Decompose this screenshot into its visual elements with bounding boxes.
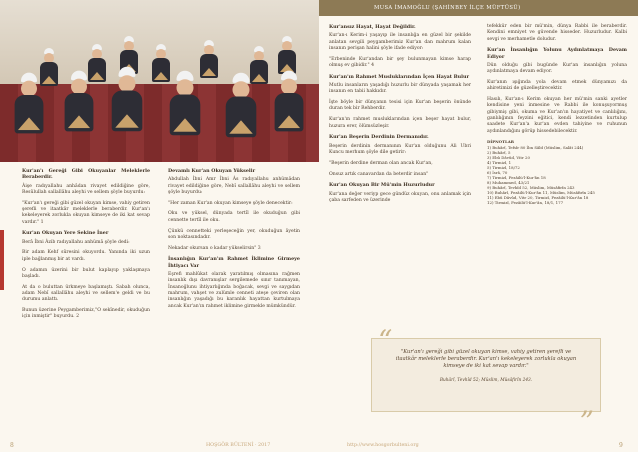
paragraph: "Beşerin derdine derman olan ancak Kur'an, — [329, 160, 433, 166]
right-footer — [319, 438, 638, 452]
footnote: 1) Buhârî, Tefsîr 80 İbn Sâbî (Müslim, Salât 244) — [487, 145, 584, 151]
author-header: MUSA İMAMOĞLU (ŞAHİNBEY İLÇE MÜFTÜSÜ) — [319, 0, 638, 16]
footnote: 8) Muhammed, 43/21 — [487, 180, 530, 186]
paragraph: Eşrefi mahlûkat olarak yaratılmış olmasına rağmen insanlık dışı davranışlar sergilemede sınır tanımayan, İnsanoğlunu ihtiyarlığında boğacak, sevgi ve saygıdan mahrum, vahşet ve zulümle cenneti ateşe çeviren olan insanlığın yaşadığı bu karanlık hayattan kurtulmaya ancak Kur'an'ın rahmet iklimine girmekle mümkündür. — [168, 272, 300, 309]
paragraph: Kur'ana değer veriyp gece gündüz okuyan, onu anlamak için çaba sarfeden ve üzerinde — [329, 191, 471, 203]
right-page — [319, 0, 638, 452]
paragraph: Bir adam Kehf sûresini okuyordu. Yanında iki uzun iple bağlanmış bir at vardı. — [22, 250, 150, 262]
footnote: 11) Ebû Dâvûd, Vitr 20, Tirmizî, Fezâilü'l-Kur'ân 18 — [487, 195, 589, 201]
quote-close-icon: ” — [579, 404, 594, 438]
page-number: 9 — [619, 441, 623, 449]
section-heading: Kur'ansız Hayat, Hayat Değildir. — [329, 24, 416, 30]
student-figure — [200, 40, 218, 78]
paragraph: tefekkür eden bir mü'min, dünya Rabbi ile beraberdir. Kendini emniyet ve güvende hisseder. Huzurludur. Kalbi sevgi ve merhametle doludur. — [487, 24, 627, 42]
footnote: 10) Buhârî, Fezâilü'l-Kur'ân 11, Müslim, Müsâfirîn 245 — [487, 190, 595, 196]
footnote: 12) Tirmizî, Fezâilü'l-Kur'ân, 18/1, 177 — [487, 200, 564, 206]
right-column-2 — [487, 24, 627, 205]
page-number: 8 — [10, 441, 14, 449]
left-column-1 — [22, 168, 150, 325]
footnote: 5) Tirmizî, 18/72 — [487, 165, 520, 171]
footnotes-title: DİPNOTLAR — [487, 139, 514, 145]
section-heading: Kur'an Okuyan Bir Mü'min Huzurludur — [329, 182, 435, 189]
section-heading: Kur'an Okuyan Yere Sekine İner — [22, 230, 109, 237]
student-figure — [278, 36, 296, 74]
left-footer — [0, 438, 319, 452]
paragraph: At da o buluttan ürkmeye başlamıştı. Sabah olunca, adam Nebî sallallâhu aleyhi ve sellem'e geldi ve bu durumu anlattı. — [22, 284, 150, 303]
section-heading: Kur'an İnsanlığın Yolunu Aydınlatmaya Devam Ediyor — [487, 47, 627, 60]
decorative-strip — [0, 230, 4, 290]
student-figure — [152, 44, 170, 82]
paragraph: Oku ve yüksel, dünyada tertîl ile okuduğun gibi cennette tertîl ile oku. — [168, 211, 300, 223]
paragraph: "Kur'an'ı gereği gibi güzel okuyan kimse, vahiy getiren şerefli ve itaatkâr meleklerle beraberdir. Kur'an'ı kekeleyerek zorlukla okuyan kimseye de iki kat sevap vardır." 1 — [22, 200, 150, 225]
section-heading: Devamlı Kur'an Okuyan Yükselir — [168, 168, 256, 174]
student-figure — [15, 73, 44, 134]
quote-source: Buhârî, Tevhîd 52; Müslim, Müsâfirîn 243. — [439, 377, 533, 383]
left-column-2 — [168, 168, 300, 314]
student-figure — [275, 71, 304, 132]
paragraph: "Erbeninde Kur'andan bir şey bulunmayan kimse harap olmuş ev gibidir." 4 — [329, 56, 471, 68]
footnote: 3) Ebû Dâvûd, Vitr 20 — [487, 155, 531, 161]
paragraph: Çünkü cennetteki yerleşeceğin yer, okuduğun âyetin son noktasındadır. — [168, 228, 300, 240]
footnote: 2) Buhârî, 5 — [487, 150, 511, 156]
student-figure — [112, 67, 143, 132]
paragraph: "Her zaman Kur'an okuyan kimseye şöyle denecektir: — [168, 200, 293, 206]
pull-quote — [371, 324, 601, 438]
website-url[interactable]: http://www.hosgorbulteni.org — [347, 442, 419, 448]
paragraph: Kur'an-ı Kerim-i yaşayıp ile insanlığa en güzel bir şekilde anlatan sevgili peygamberimiz Kur'an dan mahrum kalan insanın perişan halini şöyle ifade ediyor: — [329, 33, 471, 51]
section-heading: İnsanlığın Kur'an'ın Rahmet İklimine Girmeye İhtiyacı Var — [168, 256, 300, 269]
paragraph: O adamın üzerini bir bulut kaplayıp yaklaşmaya başladı. — [22, 267, 150, 279]
paragraph: Abdullah İbni Amr İbni Âs radıyallahu anhümâdan rivayet edildiğine göre, Nebî sallallâhu aleyhi ve sellem şöyle buyurdu: — [168, 177, 300, 195]
section-heading: Kur'an'ın Rahmet Musluklarından İçen Hayat Bulur — [329, 73, 469, 80]
paragraph: Dün olduğu gibi bugünde Kur'an insanlığın yoluna aydınlatmaya devam ediyor. — [487, 62, 627, 75]
paragraph: Onsuz artık canavardan da beterdir insan" — [329, 171, 429, 177]
paragraph: İşte böyle bir dünyanın tesisi için Kur'an beşerin önünde duran tek bir Rehberdir. — [329, 100, 471, 112]
paragraph: Kur'anın ışığında yola devam etmek dünyamızı da ahiretimizi de güzelleştirecektir. — [487, 80, 627, 92]
section-heading: Kur'an Beşerin Derdinin Dermanıdır. — [329, 134, 429, 141]
student-figure — [170, 71, 201, 136]
section-heading: Kur'an'ı Gereği Gibi Okuyanlar Meleklerle Beraberdir. — [22, 168, 150, 181]
footnote: 4) Tirmizî, 1 — [487, 160, 512, 166]
student-figure — [65, 71, 94, 132]
students-reading-photo — [0, 0, 319, 162]
paragraph: Beşerin derdinin dermanının Kur'an olduğunu Ali Ubri Kuncu merhum şöyle dile getirir: — [329, 143, 471, 155]
paragraph: Hasılı, Kur'an-ı Kerim okuyan her mü'min sanki ayetler kendisine yeni inmesine ve Rabbi ile konuşuyormuş gibiymiş gibi, okuma ve Kur'an'ın hayatiyet ve canlılığını, ganlılığının feyzini eğitici, kendi lezzetinden kurtulup saadete Kur'an'a kur'an evden tahiyine ve ruhunun aydınlandığını görüp hissedebilecektir. — [487, 97, 627, 134]
student-figure — [226, 73, 257, 138]
footnote: 7) Tirmizî, Fezâilü'l-Kur'ân 18 — [487, 175, 546, 181]
paragraph: Bunun üzerine Peygamberimiz,"O sekînedir, okuduğun için inmiştir" buyurdu. 2 — [22, 308, 150, 320]
paragraph: Âişe radıyallahu anhâdan rivayet edildiğine göre, Resûlullah sallallâhu aleyhi ve sellem şöyle buyurdu: — [22, 183, 150, 195]
right-column-1 — [329, 24, 471, 209]
paragraph: Berâ İbni Âzib radıyallahu anhümâ şöyle dedi: — [22, 239, 130, 245]
publication-name: HOŞGÖR BÜLTENİ · 2017 — [206, 442, 271, 448]
paragraph: Kur'an'ın rahmet musluklarından içen beşer hayat bulur, huzura erer, ölümsüzleşir. — [329, 117, 471, 129]
footnote: 9) Buhârî, Tevhîd 52, Müslim, Müsâfirîn 243 — [487, 185, 575, 191]
quote-text: "Kur'an'ı gereği gibi güzel okuyan kimse, vahiy getiren şerefli ve itaatkâr meleklerle beraberdir. Kur'an'ı kekeleyerek zorlukla okuyan kimseye de iki kat sevap vardır." — [395, 349, 577, 370]
quote-open-icon: “ — [378, 324, 393, 357]
paragraph: Nekadar okursan o kadar yükselirsin" 3 — [168, 245, 261, 251]
footnote: 6) İsrâ, 70 — [487, 170, 508, 176]
paragraph: Mutlu insanların yaşadığı huzurlu bir dünyada yaşamak her insanın en tabii hakkıdır. — [329, 83, 471, 95]
